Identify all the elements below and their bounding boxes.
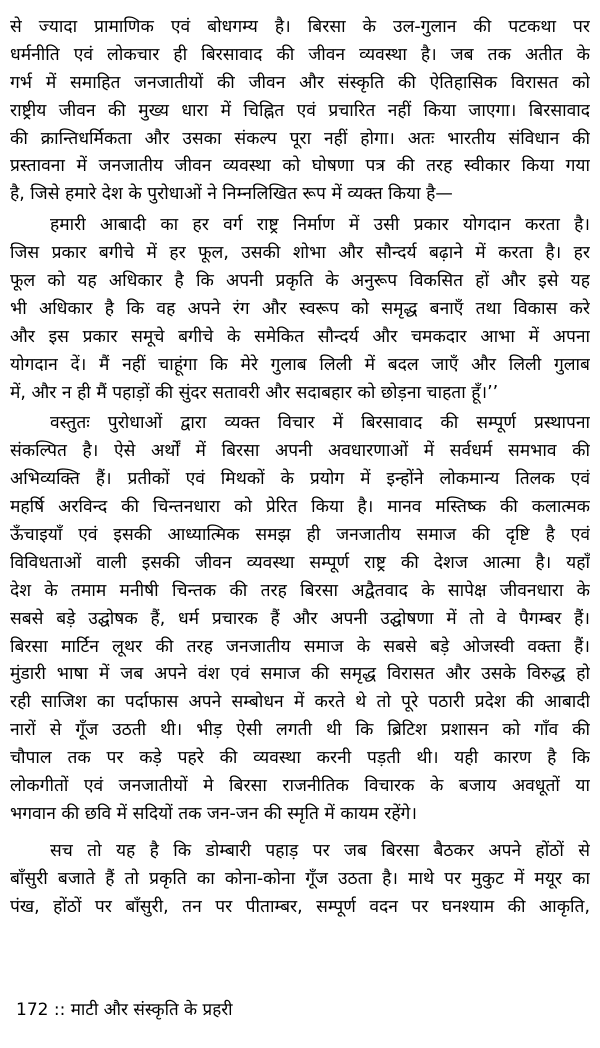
text-line: भगवान की छवि में सदियों तक जन-जन की स्मृति में कायम रहेंगे। — [10, 803, 417, 824]
text-line: राष्ट्रीय जीवन की मुख्य धारा में चिह्नित एवं प्रचारित नहीं किया जाएगा। बिरसावाद — [10, 100, 590, 121]
text-line: देश के तमाम मनीषी चिन्तक की तरह बिरसा अद्वैतवाद के सापेक्ष जीवनधारा के — [10, 580, 590, 601]
text-line: में, और न ही मैं पहाड़ों की सुंदर सतावरी और सदाबहार को छोड़ना चाहता हूँ।’’ — [10, 382, 499, 403]
text-line: वस्तुतः पुरोधाओं द्वारा व्यक्त विचार में बिरसावाद की सम्पूर्ण प्रस्थापना — [50, 413, 590, 434]
paragraph-3 — [10, 410, 590, 828]
text-line: विविधताओं वाली इसकी जीवन व्यवस्था सम्पूर्ण राष्ट्र की देशज आत्मा है। यहाँ — [10, 552, 590, 573]
text-line: से ज्यादा प्रामाणिक एवं बोधगम्य है। बिरसा के उल-गुलान की पटकथा पर — [10, 17, 590, 37]
text-line: फूल को यह अधिकार है कि अपनी प्रकृति के अनुरूप विकसित हों और इसे यह — [10, 271, 590, 292]
text-line: बाँसुरी बजाते हैं तो प्रकृति का कोना-कोना गूँज उठता है। माथे पर मुकुट में मयूर का — [10, 868, 590, 889]
text-line: योगदान दें। मैं नहीं चाहूंगा कि मेरे गुलाब लिली में बदल जाएँ और लिली गुलाब — [10, 354, 590, 375]
text-line: अभिव्यक्ति हैं। प्रतीकों एवं मिथकों के प्रयोग में इन्होंने लोकमान्य तिलक एवं — [10, 469, 590, 490]
text-line: सच तो यह है कि डोम्बारी पहाड़ पर जब बिरसा बैठकर अपने होंठों से — [50, 840, 590, 861]
text-line: सबसे बड़े उद्घोषक हैं, धर्म प्रचारक हैं और अपनी उद्घोषणा में तो वे पैगम्बर हैं। — [10, 608, 590, 629]
text-line: महर्षि अरविन्द की चिन्तनधारा को प्रेरित किया है। मानव मस्तिष्क की कलात्मक — [10, 497, 590, 518]
text-line: की क्रान्तिधर्मिकता और उसका संकल्प पूरा नहीं होगा। अतः भारतीय संविधान की — [10, 128, 590, 149]
text-line: और इस प्रकार समूचे बगीचे के समेकित सौन्दर्य और चमकदार आभा में अपना — [10, 326, 590, 347]
text-line: पंख, होंठों पर बाँसुरी, तन पर पीताम्बर, सम्पूर्ण वदन पर घनश्याम की आकृति, — [10, 896, 590, 917]
text-line: हमारी आबादी का हर वर्ग राष्ट्र निर्माण में उसी प्रकार योगदान करता है। — [50, 215, 590, 236]
text-line: धर्मनीति एवं लोकचार ही बिरसावाद की जीवन व्यवस्था है। जब तक अतीत के — [10, 44, 590, 65]
text-line: संकल्पित है। ऐसे अर्थों में बिरसा अपनी अवधारणाओं में सर्वधर्म समभाव की — [10, 441, 590, 462]
paragraph-4 — [10, 838, 590, 922]
text-line: रही साजिश का पर्दाफास अपने सम्बोधन में करते थे तो पूरे पठारी प्रदेश की आबादी — [10, 692, 590, 713]
text-line: ऊँचाइयाँ एवं इसकी आध्यात्मिक समझ ही जनजातीय समाज की दृष्टि है एवं — [10, 525, 590, 546]
text-line: गर्भ में समाहित जनजातीयों की जीवन और संस्कृति की ऐतिहासिक विरासत को — [10, 72, 590, 93]
text-line: प्रस्तावना में जनजातीय जीवन व्यवस्था को घोषणा पत्र की तरह स्वीकार किया गया — [10, 156, 590, 177]
text-line: नारों से गूँज उठती थी। भीड़ ऐसी लगती थी कि ब्रिटिश प्रशासन को गाँव की — [10, 720, 590, 741]
text-line: मुंडारी भाषा में जब अपने वंश एवं समाज की समृद्ध विरासत और उसके विरुद्ध हो — [10, 664, 590, 685]
text-line: लोकगीतों एवं जनजातीयों मे बिरसा राजनीतिक विचारक के बजाय अवधूतों या — [10, 776, 590, 797]
text-line: है, जिसे हमारे देश के पुरोधाओं ने निम्नलिखित रूप में व्यक्त किया है— — [10, 184, 453, 205]
paragraph-2-quote — [10, 212, 590, 407]
text-line: भी अधिकार है कि वह अपने रंग और स्वरूप को समृद्ध बनाएँ तथा विकास करे — [10, 298, 590, 319]
text-line: चौपाल तक पर कड़े पहरे की व्यवस्था करनी पड़ती थी। यही कारण है कि — [10, 748, 590, 769]
paragraph-1 — [10, 14, 590, 209]
page-footer: 172 :: माटी और संस्कृति के प्रहरी — [16, 1000, 233, 1020]
text-line: बिरसा मार्टिन लूथर की तरह जनजातीय समाज के सबसे बड़े ओजस्वी वक्ता हैं। — [10, 636, 590, 657]
text-line: जिस प्रकार बगीचे में हर फूल, उसकी शोभा और सौन्दर्य बढ़ाने में करता है। हर — [10, 243, 590, 264]
